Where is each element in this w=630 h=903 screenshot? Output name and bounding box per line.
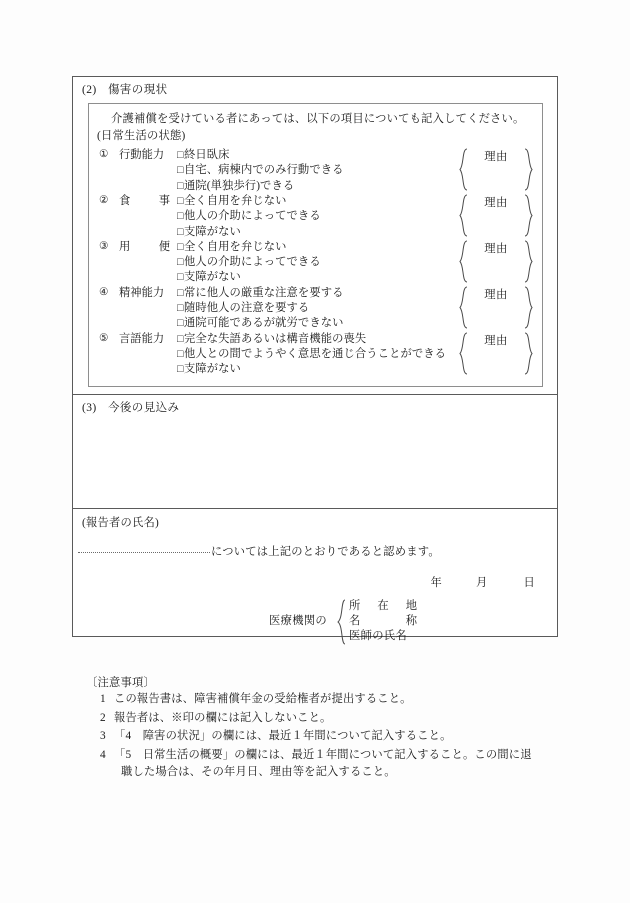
reporter-heading: (報告者の氏名) <box>82 516 159 529</box>
checkbox-option-label: 他人の介助によってできる <box>183 256 321 269</box>
ability-marker: ④ <box>99 286 109 298</box>
checkbox-icon[interactable]: □ <box>177 241 184 253</box>
section-future-outlook-heading <box>73 395 557 421</box>
care-compensation-lead: 介護補償を受けている者にあっては、以下の項目についても記入してください。 <box>111 112 525 125</box>
note-item <box>86 747 566 782</box>
form-outer-box <box>72 76 558 643</box>
ability-label-part: 便 <box>158 240 170 253</box>
checkbox-option-label: 他人との間でようやく意思を通じ合うことができる <box>183 347 447 360</box>
reason-field[interactable] <box>458 286 534 329</box>
checkbox-option-label: 全く自用を弁じない <box>183 195 287 207</box>
note-text <box>114 747 566 782</box>
reason-label: 理由 <box>484 242 508 255</box>
ability-row <box>97 332 536 378</box>
checkbox-option-label: 終日臥床 <box>183 149 230 162</box>
label-part: 名 <box>349 615 361 627</box>
checkbox-icon[interactable]: □ <box>177 257 184 269</box>
note-item <box>86 728 566 746</box>
medical-institution-label: 医療機関の <box>269 615 327 627</box>
label-part: 称 <box>405 615 417 627</box>
checkbox-icon[interactable]: □ <box>177 272 184 284</box>
reason-field[interactable] <box>458 332 534 375</box>
checkbox-icon[interactable]: □ <box>177 165 184 177</box>
checkbox-icon[interactable]: □ <box>177 333 184 345</box>
checkbox-option-label: 常に他人の厳重な注意を要する <box>183 286 344 299</box>
checkbox-option-label: 自宅、病棟内でのみ行動できる <box>183 164 344 177</box>
date-entry-line[interactable] <box>73 560 557 590</box>
ability-label <box>119 194 177 208</box>
note-text: 報告者は、※印の欄には記入しないこと。 <box>114 711 332 724</box>
day-label: 日 <box>523 576 535 589</box>
section-number: (2) <box>82 84 97 96</box>
section-injury-status <box>73 77 557 394</box>
ability-row <box>97 194 536 240</box>
ability-marker: ② <box>99 195 109 206</box>
notes-section <box>86 676 566 782</box>
section-title: 傷害の現状 <box>108 84 168 96</box>
brace-right-icon <box>524 286 534 329</box>
label-part: 所 <box>349 599 361 612</box>
checkbox-icon[interactable]: □ <box>177 196 184 207</box>
brace-right-icon <box>524 240 534 283</box>
institution-address-label[interactable] <box>349 599 417 614</box>
label-part: 在 <box>377 599 389 612</box>
year-label: 年 <box>430 576 442 589</box>
ability-label: 精神能力 <box>119 286 165 299</box>
section-title: 今後の見込み <box>108 401 180 414</box>
consent-text: については上記のとおりであると認めます。 <box>211 546 440 559</box>
note-number: 2 <box>100 711 106 724</box>
ability-label-part: 食 <box>119 195 131 207</box>
checkbox-icon[interactable]: □ <box>177 150 184 162</box>
checkbox-icon[interactable]: □ <box>177 180 184 192</box>
medical-institution-block <box>73 599 557 645</box>
consent-statement <box>73 530 557 560</box>
note-item <box>86 691 566 709</box>
label-part: 地 <box>405 599 417 612</box>
doctor-name-label[interactable]: 医師の氏名 <box>349 630 407 643</box>
checkbox-icon[interactable]: □ <box>177 211 184 223</box>
medical-institution-fields <box>346 599 417 645</box>
note-text: 「4 障害の状況」の欄には、最近１年間について記入すること。 <box>114 730 452 743</box>
reporter-name-input[interactable] <box>78 552 210 553</box>
brace-right-icon <box>524 332 534 375</box>
brace-right-icon <box>524 148 534 191</box>
brace-left-icon <box>337 599 346 645</box>
checkbox-option-label: 通院可能であるが就労できない <box>183 317 344 330</box>
ability-label-part: 事 <box>158 195 170 207</box>
checkbox-icon[interactable]: □ <box>177 226 184 238</box>
ability-label-part: 用 <box>119 240 131 253</box>
note-number: 4 <box>100 748 106 761</box>
checkbox-icon[interactable]: □ <box>177 303 184 315</box>
institution-name-label[interactable] <box>349 614 417 629</box>
ability-label: 行動能力 <box>119 149 165 162</box>
daily-life-subheading: (日常生活の状態) <box>97 130 186 143</box>
reason-field[interactable] <box>458 148 534 191</box>
note-text-continuation: 職した場合は、その年月日、理由等を記入すること。 <box>121 766 396 779</box>
daily-life-inner-box <box>88 103 543 387</box>
checkbox-option-label: 完全な失語あるいは構音機能の喪失 <box>183 332 367 345</box>
checkbox-option-label: 支障がない <box>183 363 241 376</box>
note-item <box>86 710 566 728</box>
ability-row <box>97 148 536 194</box>
note-text-line: 「5 日常生活の概要」の欄には、最近１年間について記入すること。この間に退 <box>114 748 532 761</box>
ability-row <box>97 286 536 332</box>
ability-list <box>97 148 536 377</box>
ability-label <box>119 240 177 254</box>
ability-marker: ⑤ <box>99 332 109 344</box>
reason-field[interactable] <box>458 194 534 237</box>
checkbox-option-label: 随時他人の注意を要する <box>183 302 310 315</box>
checkbox-icon[interactable]: □ <box>177 287 184 299</box>
checkbox-icon[interactable]: □ <box>177 348 184 360</box>
reason-label: 理由 <box>484 288 508 301</box>
checkbox-option-label: 支障がない <box>183 225 241 238</box>
section-injury-status-heading <box>73 77 557 103</box>
checkbox-option-label: 支障がない <box>183 271 241 284</box>
brace-right-icon <box>524 194 534 237</box>
checkbox-icon[interactable]: □ <box>177 364 184 376</box>
checkbox-option-label: 全く自用を弁じない <box>183 240 287 253</box>
reason-label: 理由 <box>484 334 508 347</box>
section-reporter <box>73 508 557 643</box>
section-number: (3) <box>82 401 97 414</box>
reason-label: 理由 <box>484 151 508 164</box>
note-number: 1 <box>100 693 106 706</box>
checkbox-option-label: 通院(単独歩行)できる <box>183 179 295 192</box>
checkbox-option-label: 他人の介助によってできる <box>183 210 321 223</box>
reason-field[interactable] <box>458 240 534 283</box>
ability-label: 言語能力 <box>119 332 165 345</box>
reason-label: 理由 <box>484 197 508 209</box>
notes-title: 〔注意事項〕 <box>86 677 155 689</box>
ability-marker: ③ <box>99 240 109 252</box>
ability-row <box>97 240 536 286</box>
checkbox-icon[interactable]: □ <box>177 318 184 330</box>
ability-marker: ① <box>99 149 109 161</box>
note-number: 3 <box>100 730 106 743</box>
section-future-outlook[interactable] <box>73 394 557 508</box>
month-label: 月 <box>476 576 488 589</box>
note-text: この報告書は、障害補償年金の受給権者が提出すること。 <box>114 693 412 706</box>
